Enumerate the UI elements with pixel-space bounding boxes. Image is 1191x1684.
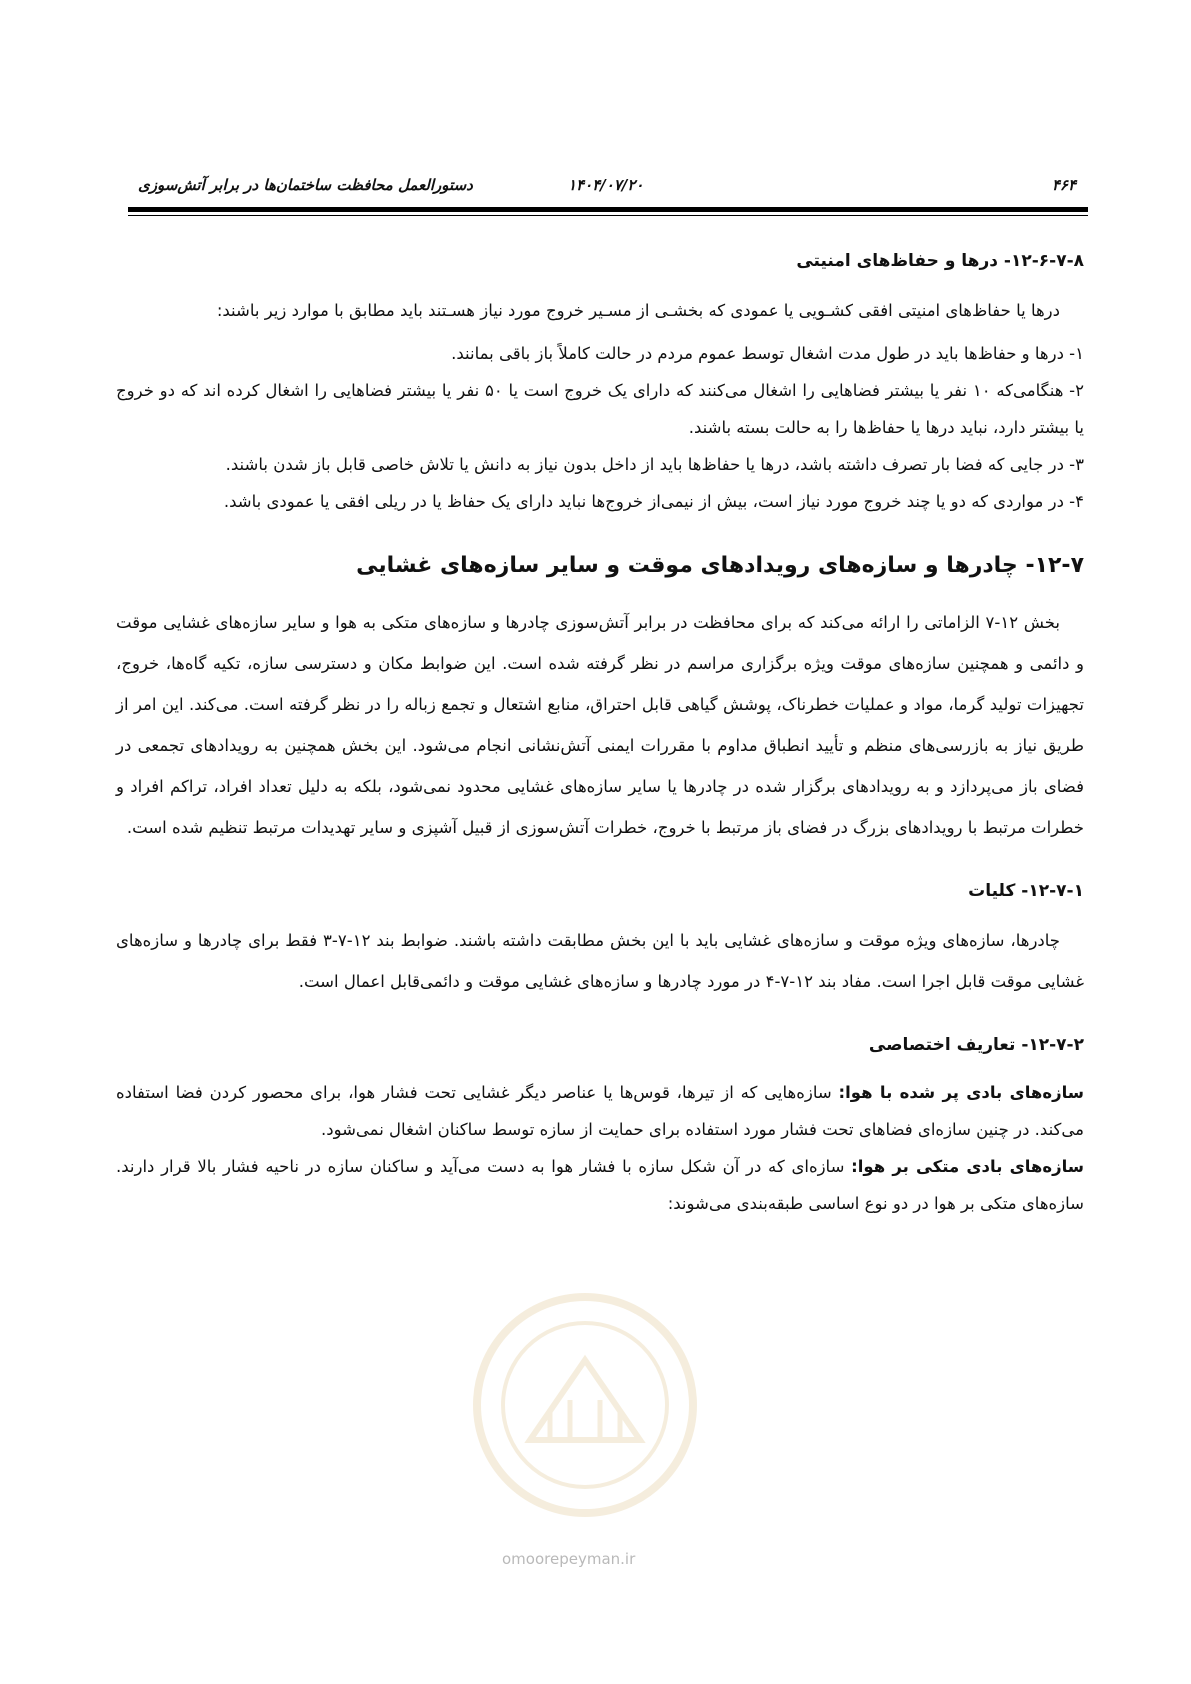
definition-text: سازه‌هایی که از تیرها، قوس‌ها یا عناصر دیگر غشایی تحت فشار هوا، برای محصور کردن فضا استفاده می‌کند. در چنین سازه‌ای فضاهای تحت فشار مورد استفاده برای حمایت از سازه توسط ساکنان اشغال نمی‌شود. xyxy=(116,1083,1084,1139)
paragraph-tents-body: بخش ۱۲-۷ الزاماتی را ارائه می‌کند که برای محافظت در برابر آتش‌سوزی چادرها و سازه‌های متکی به هوا و سایر سازه‌های غشایی موقت و دائمی و همچنین سازه‌های موقت ویژه برگزاری مراسم در نظر گرفته شده است. این ضوابط مکان و دسترسی سازه، تکیه گاه‌ها، خروج، تجهیزات تولید گرما، مواد و عملیات خطرناک، پوشش گیاهی قابل احتراق، منابع اشتعال و تجمع زباله را در نظر گرفته است. می‌کند. این امر از طریق نیاز به بازرسی‌های منظم و تأیید انطباق مداوم با مقررات ایمنی آتش‌نشانی انجام می‌شود. این بخش همچنین به رویدادهای تجمعی در فضای باز می‌پردازد و به رویدادهای برگزار شده در چادرها یا سایر سازه‌های غشایی محدود نمی‌شود، بلکه به دلیل تعداد افراد، تراکم افراد و خطرات مرتبط با رویدادهای بزرگ در فضای باز مرتبط با خروج، خطرات آتش‌سوزی از قبیل آشپزی و سایر تهدیدات مرتبط تنظیم شده است. xyxy=(116,613,1084,837)
watermark-site: omoorepeyman.ir xyxy=(502,1550,636,1568)
header-date: ۱۴۰۴/۰۷/۲۰ xyxy=(568,176,644,194)
list-item-1: ۱- درها و حفاظ‌ها باید در طول مدت اشغال توسط عموم مردم در حالت کاملاً باز باقی بمانند. xyxy=(451,344,1084,363)
header-rule-thick xyxy=(128,207,1088,212)
list-item-3: ۳- در جایی که فضا بار تصرف داشته باشد، درها یا حفاظ‌ها باید از داخل بدون نیاز به دانش یا تلاش خاصی قابل باز شدن باشند. xyxy=(225,455,1084,474)
paragraph-doors-intro: درها یا حفاظ‌های امنیتی افقی کشـویی یا عمودی که بخشـی از مسـیر خروج مورد نیاز هسـتند باید مطابق با موارد زیر باشند: xyxy=(216,301,1060,320)
heading-general: ۱۲-۷-۱- کلیات xyxy=(968,881,1084,901)
heading-tents-and-membrane-structures: ۱۲-۷- چادرها و سازه‌های رویدادهای موقت و سایر سازه‌های غشایی xyxy=(356,553,1084,578)
list-item-4: ۴- در مواردی که دو یا چند خروج مورد نیاز است، بیش از نیمی‌از خروج‌ها نباید دارای یک حفاظ یا در ریلی افقی یا عمودی باشد. xyxy=(223,492,1084,511)
watermark-logo-icon xyxy=(470,1290,700,1520)
page-header xyxy=(128,170,1088,200)
definition-air-inflated xyxy=(116,1074,1084,1148)
definition-air-supported xyxy=(116,1148,1084,1222)
paragraph-general-body: چادرها، سازه‌های ویژه موقت و سازه‌های غشایی باید با این بخش مطابقت داشته باشند. ضوابط بند ۱۲-۷-۳ فقط برای چادرها و سازه‌های غشایی موقت قابل اجرا است. مفاد بند ۱۲-۷-۴ در مورد چادرها و سازه‌های غشایی موقت و دائمی‌قابل اعمال است. xyxy=(116,931,1084,991)
page-content xyxy=(116,240,1084,1222)
heading-doors-and-security-guards: ۱۲-۶-۷-۸- درها و حفاظ‌های امنیتی xyxy=(796,251,1084,271)
header-title: دستورالعمل محافظت ساختمان‌ها در برابر آتش‌سوزی xyxy=(138,176,473,194)
definition-term: سازه‌های بادی پر شده با هوا: xyxy=(838,1083,1084,1102)
definition-term: سازه‌های بادی متکی بر هوا: xyxy=(851,1157,1084,1176)
heading-specific-definitions: ۱۲-۷-۲- تعاریف اختصاصی xyxy=(868,1035,1084,1055)
definition-text: سازه‌ای که در آن شکل سازه با فشار هوا به دست می‌آید و ساکنان سازه در ناحیه فشار بالا قرار دارند. سازه‌های متکی بر هوا در دو نوع اساسی طبقه‌بندی می‌شوند: xyxy=(116,1157,1084,1213)
header-rule-thin xyxy=(128,215,1088,216)
list-item-2: ۲- هنگامی‌که ۱۰ نفر یا بیشتر فضاهایی را اشغال می‌کنند که دارای یک خروج است یا ۵۰ نفر یا بیشتر فضاهایی را اشغال کرده اند که دو خروج یا بیشتر دارد، نباید درها یا حفاظ‌ها را به حالت بسته باشند. xyxy=(116,381,1084,437)
page-number: ۴۶۴ xyxy=(1051,176,1076,194)
